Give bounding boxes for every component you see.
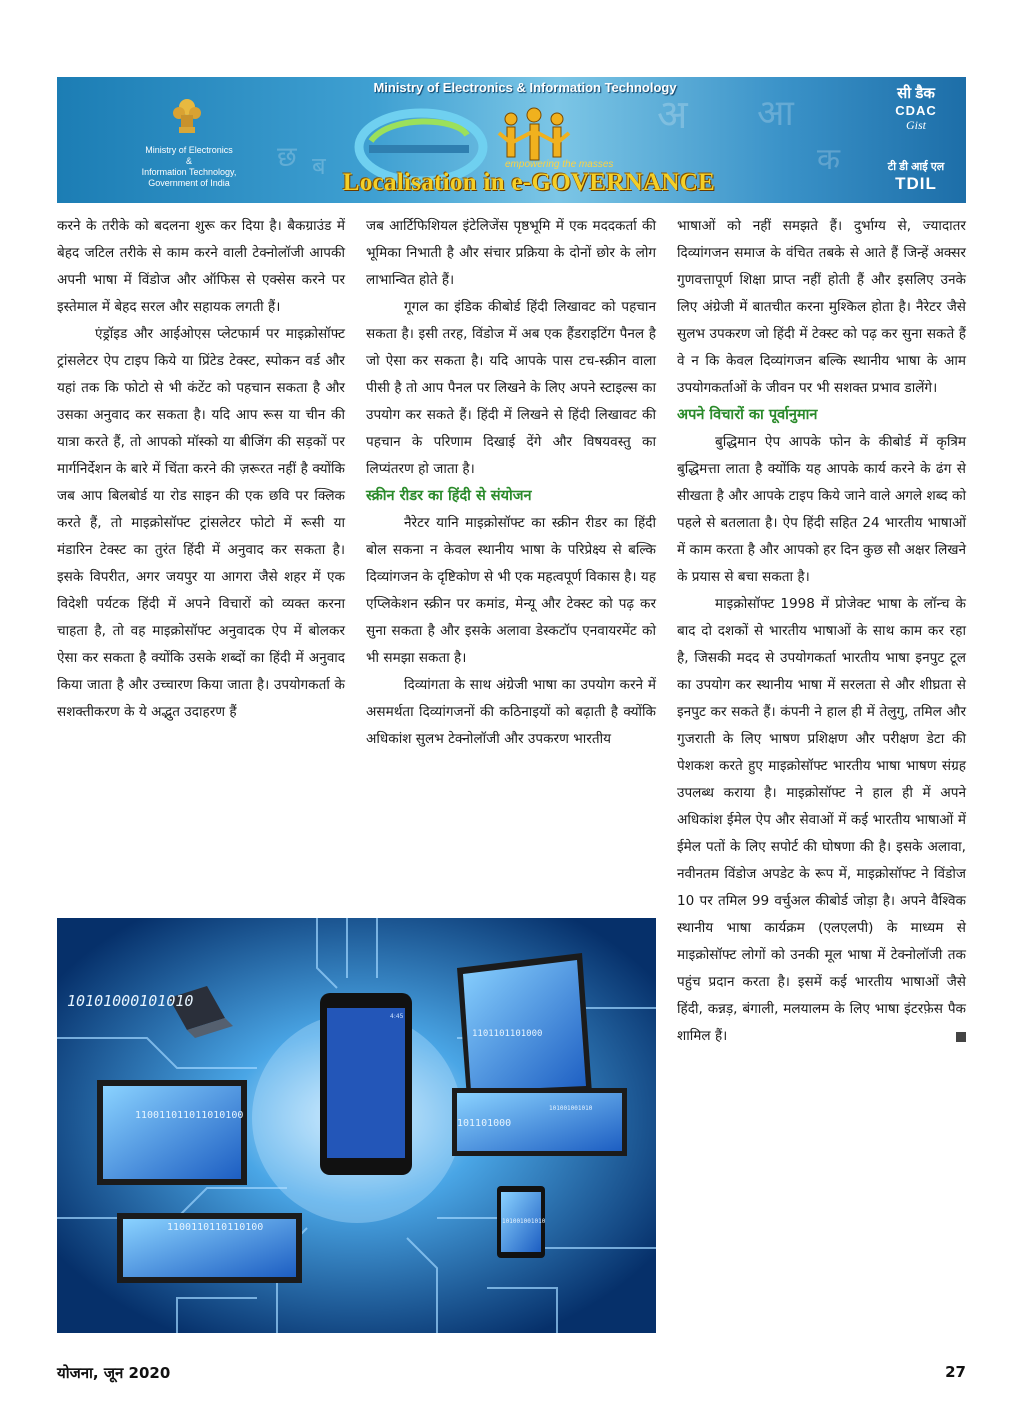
column-1 <box>57 213 345 726</box>
cdac-english: CDAC <box>895 103 937 118</box>
cdac-hindi: सी डैक <box>897 85 935 102</box>
binary-text: 101001001010 <box>502 1218 546 1225</box>
paragraph: करने के तरीके को बदलना शुरू कर दिया है। बैकग्राउंड में बेहद जटिल तरीके से काम करने वाली टेक्नोलॉजी आपकी अपनी भाषा में विंडोज और ऑफिस से एक्सेस करने पर इस्तेमाल में बेहद सरल और सहायक लगती हैं। <box>57 218 345 315</box>
paragraph-text: माइक्रोसॉफ्ट 1998 में प्रोजेक्ट भाषा के लॉन्च के बाद दो दशकों से भारतीय भाषाओं के साथ काम कर रहा है, जिसकी मदद से उपयोगकर्ता भारतीय भाषा इनपुट टूल का उपयोग कर स्थानीय भाषा में सरलता से और शीघ्रता से इनपुट कर सकते हैं। कंपनी ने हाल ही में तेलुगु, तमिल और गुजराती के लिए भाषण प्रशिक्षण और परीक्षण डेटा की पेशकश करते हुए माइक्रोसॉफ्ट भारतीय भाषा भाषण संग्रह उपलब्ध कराया है। माइक्रोसॉफ्ट ने हाल ही में अपने अधिकांश ईमेल ऐप और सेवाओं में कई भारतीय भाषाओं में ईमेल पतों के लिए सपोर्ट की घोषणा की है। इसके अलावा, नवीनतम विंडोज अपडेट के रूप में, माइक्रोसॉफ्ट ने विंडोज 10 पर तमिल 99 वर्चुअल कीबोर्ड जोड़ा है। अपने वैश्विक स्थानीय भाषा कार्यक्रम (एलएलपी) के माध्यम से माइक्रोसॉफ्ट लोगों को उनकी मूल भाषा में टेक्नोलॉजी तक पहुंच प्रदान करता है। इसमें कई भारतीय भाषाओं जैसे हिंदी, कन्नड़, बंगाली, मलयालम के लिए भाषा इंटरफ़ेस पैक शामिल हैं। <box>677 596 966 1044</box>
paragraph <box>677 591 966 1050</box>
binary-text: 1100110110110100 <box>167 1222 264 1233</box>
tdil-english: TDIL <box>895 174 937 193</box>
technology-illustration <box>57 918 656 1333</box>
binary-text: 101101000 <box>457 1118 512 1129</box>
ministry-line: Government of India <box>148 178 230 188</box>
bg-glyph: क <box>817 142 841 177</box>
section-heading: अपने विचारों का पूर्वानुमान <box>677 407 818 423</box>
tdil-logo <box>871 159 961 194</box>
ministry-line: Ministry of Electronics <box>145 145 233 155</box>
binary-text: 10101000101010 <box>67 992 194 1010</box>
banner-headline: Localisation in e-GOVERNANCE <box>342 169 716 196</box>
paragraph: नैरेटर यानि माइक्रोसॉफ्ट का स्क्रीन रीडर का हिंदी बोल सकना न केवल स्थानीय भाषा के परिप्रेक्ष्य से बल्कि दिव्यांगजन के दृष्टिकोण से भी एक महत्वपूर्ण विकास है। यह एप्लिकेशन स्क्रीन पर कमांड, मेन्यू और टेक्स्ट को पढ़ कर सुना सकता है और इसके अलावा डेस्कटॉप एनवायरमेंट को भी समझा सकता है। <box>366 515 656 666</box>
binary-text: 110011011011010100 <box>135 1110 244 1121</box>
column-2 <box>366 213 656 753</box>
bg-glyph: छ <box>277 140 297 173</box>
paragraph: एंड्रॉइड और आईओएस प्लेटफार्म पर माइक्रोसॉफ्ट ट्रांसलेटर ऐप टाइप किये या प्रिंटेड टेक्स्ट, स्पोकन वर्ड और यहां तक कि फोटो से भी कंटेंट को पहचान सकता है और उसका अनुवाद कर सकता है। यदि आप रूस या चीन की यात्रा करते हैं, तो आपको मॉस्को या बीजिंग की सड़कों पर मार्गनिर्देशन के बारे में चिंता करने की ज़रूरत नहीं है क्योंकि जब आप बिलबोर्ड या रोड साइन की एक छवि पर क्लिक करते हैं, तो माइक्रोसॉफ्ट ट्रांसलेटर फोटो में रूसी या मंडारिन टेक्स्ट का तुरंत हिंदी में अनुवाद कर सकता है। इसके विपरीत, अगर जयपुर या आगरा जैसे शहर में एक विदेशी पर्यटक हिंदी में अपने विचारों को व्यक्त करना चाहता है, तो वह माइक्रोसॉफ्ट अनुवादक ऐप में बोलकर ऐसा कर सकता है क्योंकि उसके शब्दों का हिंदी में अनुवाद किया जाता है और उच्चारण किया जाता है। उपयोगकर्ता के सशक्तीकरण के ये अद्भुत उदाहरण हैं <box>57 326 345 720</box>
magazine-issue: योजना, जून 2020 <box>57 1364 171 1382</box>
bg-glyph: अ <box>657 92 688 138</box>
binary-text: 1101101101000 <box>472 1029 543 1039</box>
binary-text: 101001001010 <box>549 1105 593 1112</box>
paragraph: भाषाओं को नहीं समझते हैं। दुर्भाग्य से, ज्यादातर दिव्यांगजन समाज के वंचित तबके से आते हैं जिन्हें अक्सर गुणवत्तापूर्ण शिक्षा प्राप्त नहीं होती हैं और इसलिए उनके लिए अंग्रेजी में बातचीत करना मुश्किल होता है। नैरेटर जैसे सुलभ उपकरण जो हिंदी में टेक्स्ट को पढ़ कर सुना सकते हैं वे न कि केवल दिव्यांगजन बल्कि स्थानीय भाषा के आम उपयोगकर्ताओं के जीवन पर भी सशक्त प्रभाव डालेंगे। <box>677 218 966 396</box>
paragraph: बुद्धिमान ऐप आपके फोन के कीबोर्ड में कृत्रिम बुद्धिमत्ता लाता है क्योंकि यह आपके कार्य करने के ढंग से सीखता है और आपके टाइप किये जाने वाले अगले शब्द को पहले से बतलाता है। ऐप हिंदी सहित 24 भारतीय भाषाओं में काम करता है और आपको हर दिन कुछ सौ अक्षर लिखने के प्रयास से बचा सकता है। <box>677 434 966 585</box>
phone-time: 4:45 <box>390 1013 404 1020</box>
ministry-block <box>127 145 251 189</box>
end-mark-icon <box>956 1032 966 1042</box>
national-emblem-icon <box>169 93 205 137</box>
paragraph: दिव्यांगता के साथ अंग्रेजी भाषा का उपयोग करने में असमर्थता दिव्यांगजनों की कठिनाइयों को बढ़ाती है क्योंकि अधिकांश सुलभ टेक्नोलॉजी और उपकरण भारतीय <box>366 677 656 747</box>
people-logo-icon <box>489 107 579 167</box>
ministry-line: & <box>185 156 192 166</box>
header-banner <box>57 77 966 203</box>
banner-tagline: empowering the masses <box>505 159 614 170</box>
paragraph: गूगल का इंडिक कीबोर्ड हिंदी लिखावट को पहचान सकता है। इसी तरह, विंडोज में अब एक हैंडराइटिंग पैनल है जो ऐसा कर सकता है। यदि आपके पास टच-स्क्रीन वाला पीसी है तो आप पैनल पर लिखने के लिए अपने स्टाइल्स का उपयोग कर सकते हैं। हिंदी में लिखने से हिंदी लिखावट की पहचान के परिणाम दिखाई देंगे और विषयवस्तु का लिप्यंतरण हो जाता है। <box>366 299 656 477</box>
gist-label: Gist <box>905 118 926 132</box>
page-number: 27 <box>945 1363 966 1381</box>
section-heading: स्क्रीन रीडर का हिंदी से संयोजन <box>366 488 532 504</box>
paragraph: जब आर्टिफिशियल इंटेलिजेंस पृष्ठभूमि में एक मददकर्ता की भूमिका निभाती है और संचार प्रक्रिया के दोनों छोर के लोग लाभान्वित होते हैं। <box>366 218 656 288</box>
cdac-logo <box>871 83 961 133</box>
ministry-line: Information Technology, <box>141 167 237 177</box>
ministry-title: Ministry of Electronics & Information Technology <box>373 80 677 95</box>
column-3 <box>677 213 966 1050</box>
tdil-hindi: टी डी आई एल <box>887 161 945 173</box>
bg-glyph: ब <box>312 152 326 180</box>
bg-glyph: आ <box>757 93 794 134</box>
tech-devices-icon <box>57 918 656 1333</box>
